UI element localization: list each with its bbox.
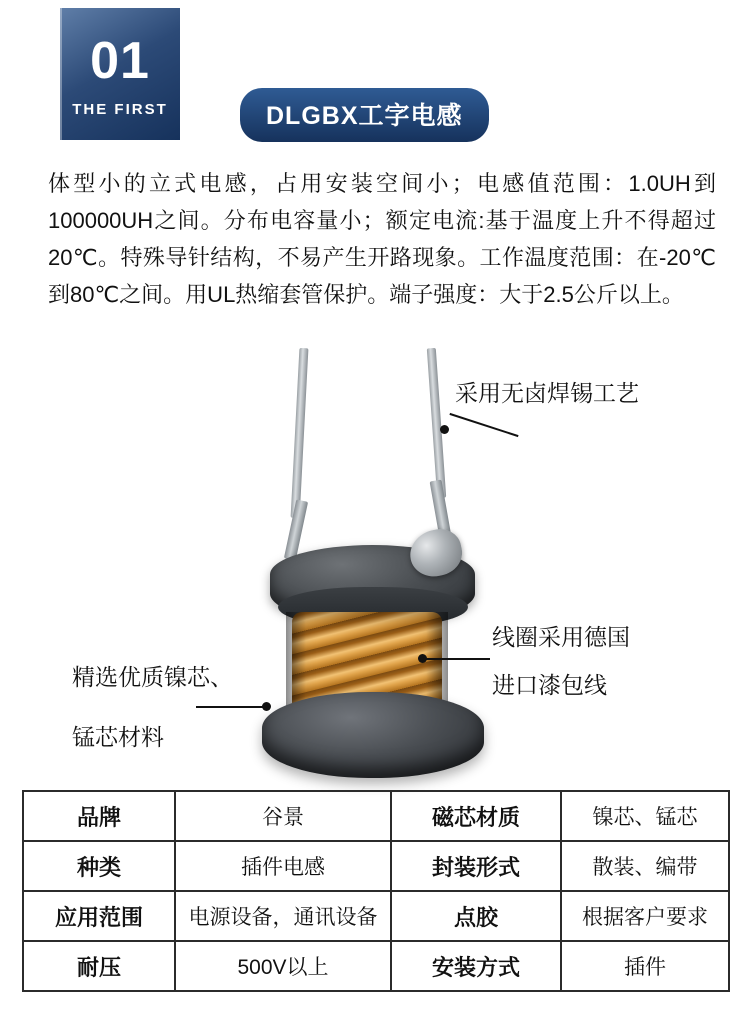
spec-value: 插件: [561, 941, 729, 991]
table-row: [23, 791, 729, 841]
section-number: 01: [90, 31, 150, 90]
spec-key: 点胶: [391, 891, 561, 941]
callout-wire-dot: [418, 654, 427, 663]
spec-value: 插件电感: [175, 841, 391, 891]
lead-pin-right: [427, 348, 446, 498]
callout-core-leader: [196, 706, 266, 708]
spec-key: 品牌: [23, 791, 175, 841]
section-subtitle: THE FIRST: [72, 100, 168, 118]
spec-key: 封装形式: [391, 841, 561, 891]
spec-value: 镍芯、锰芯: [561, 791, 729, 841]
spec-key: 种类: [23, 841, 175, 891]
table-row: [23, 841, 729, 891]
lead-pin-left: [291, 348, 309, 518]
spec-value: 散装、编带: [561, 841, 729, 891]
callout-core-dot: [262, 702, 271, 711]
spec-value: 500V以上: [175, 941, 391, 991]
section-number-badge: [60, 8, 180, 140]
callout-wire-label-line2: 进口漆包线: [492, 672, 607, 698]
spec-key: 应用范围: [23, 891, 175, 941]
page-title: DLGBX工字电感: [240, 88, 489, 142]
spec-value: 谷景: [175, 791, 391, 841]
spec-key: 耐压: [23, 941, 175, 991]
table-row: [23, 891, 729, 941]
callout-solder-label: 采用无卤焊锡工艺: [455, 380, 639, 406]
page-header: [0, 0, 750, 150]
spec-value: 根据客户要求: [561, 891, 729, 941]
spec-key: 安装方式: [391, 941, 561, 991]
table-row: [23, 941, 729, 991]
specification-table: [22, 790, 730, 992]
callout-solder-dot: [440, 425, 449, 434]
callout-wire-leader: [424, 658, 490, 660]
product-description: 体型小的立式电感，占用安装空间小；电感值范围：1.0UH到100000UH之间。分布电容量小；额定电流:基于温度上升不得超过20℃。特殊导针结构，不易产生开路现象。工作温度范围：在-20℃到80℃之间。用UL热缩套管保护。端子强度：大于2.5公斤以上。: [48, 171, 716, 307]
spec-key: 磁芯材质: [391, 791, 561, 841]
ferrite-core-bottom: [262, 692, 484, 778]
callout-core-label-line1: 精选优质镍芯、: [72, 664, 233, 690]
callout-core-label-line2: 锰芯材料: [72, 724, 164, 750]
spec-value: 电源设备，通讯设备: [175, 891, 391, 941]
callout-wire-label-line1: 线圈采用德国: [492, 624, 630, 650]
